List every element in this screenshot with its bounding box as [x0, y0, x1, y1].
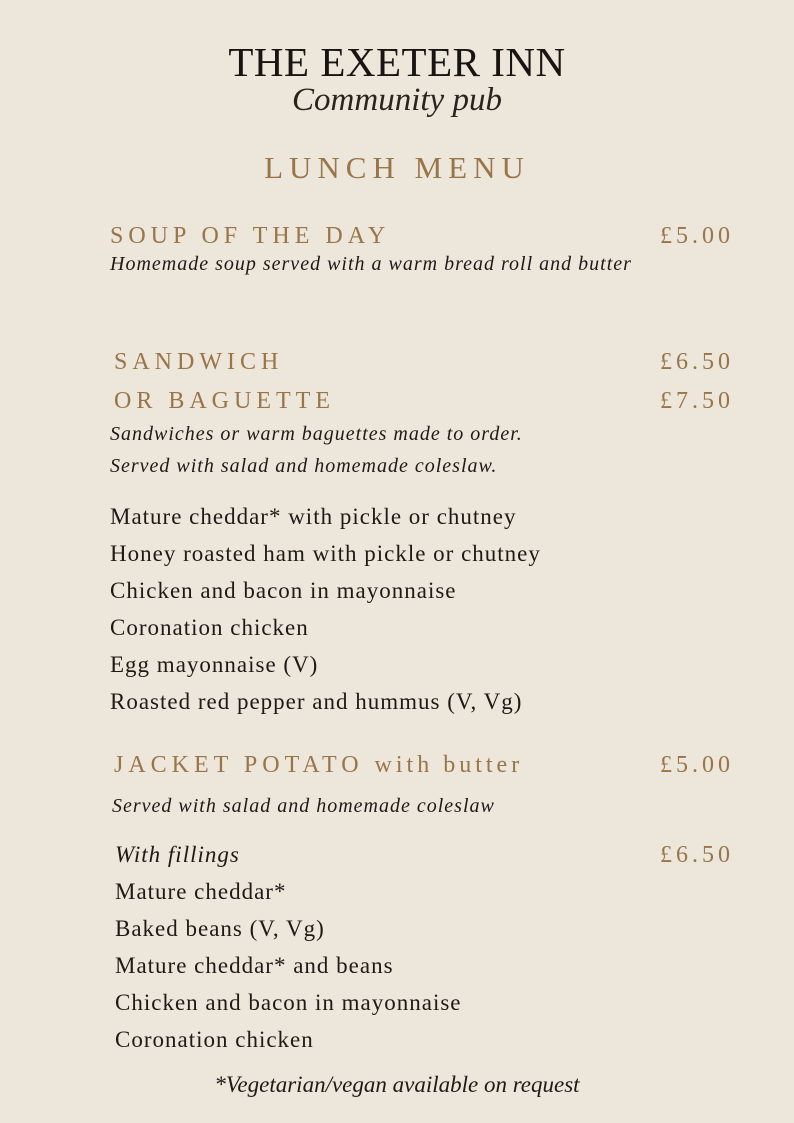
fillings-label: With fillings: [115, 842, 240, 867]
sandwich-price: £6.50: [660, 349, 734, 375]
sandwich-heading: SANDWICH: [114, 349, 284, 375]
jacket-section: [114, 752, 734, 779]
fillings-header: [115, 842, 734, 868]
jacket-fillings-list: [115, 873, 739, 1058]
jacket-price: £5.00: [660, 752, 734, 778]
jacket-heading-name: JACKET POTATO: [114, 752, 364, 778]
jacket-description: Served with salad and homemade coleslaw: [112, 795, 495, 817]
sandwich-description-line2: Served with salad and homemade coleslaw.: [110, 455, 498, 477]
pub-name: THE EXETER INN: [228, 39, 566, 85]
jacket-heading: [114, 752, 734, 779]
fillings-price: £6.50: [660, 842, 734, 868]
sandwich-description: [110, 418, 734, 482]
soup-description: Homemade soup served with a warm bread roll and butter: [110, 253, 632, 275]
sandwich-heading-line2: [114, 388, 734, 415]
sandwich-description-line1: Sandwiches or warm baguettes made to order.: [110, 423, 523, 445]
jacket-heading-suffix: with butter: [374, 752, 524, 778]
list-item: Coronation chicken: [115, 1027, 314, 1052]
list-item: Chicken and bacon in mayonnaise: [115, 990, 462, 1015]
list-item: Mature cheddar* and beans: [115, 953, 394, 978]
soup-heading: SOUP OF THE DAY: [110, 223, 391, 249]
list-item: Egg mayonnaise (V): [110, 652, 319, 677]
list-item: Honey roasted ham with pickle or chutney: [110, 541, 541, 566]
list-item: Baked beans (V, Vg): [115, 916, 325, 941]
list-item: Mature cheddar*: [115, 879, 287, 904]
list-item: Coronation chicken: [110, 615, 309, 640]
list-item: Mature cheddar* with pickle or chutney: [110, 504, 517, 529]
list-item: Chicken and bacon in mayonnaise: [110, 578, 457, 603]
baguette-price: £7.50: [660, 388, 734, 414]
footnote: *Vegetarian/vegan available on request: [214, 1072, 580, 1097]
sandwich-heading-line1: [114, 349, 734, 376]
baguette-heading: OR BAGUETTE: [114, 388, 335, 414]
soup-section: [110, 223, 734, 280]
menu-title: LUNCH MENU: [264, 150, 530, 185]
sandwich-fillings-list: [110, 498, 734, 720]
jacket-description-row: [112, 790, 736, 822]
brand-block: [0, 40, 794, 118]
soup-price: £5.00: [660, 223, 734, 249]
list-item: Roasted red pepper and hummus (V, Vg): [110, 689, 523, 714]
pub-subtitle: Community pub: [292, 82, 502, 118]
